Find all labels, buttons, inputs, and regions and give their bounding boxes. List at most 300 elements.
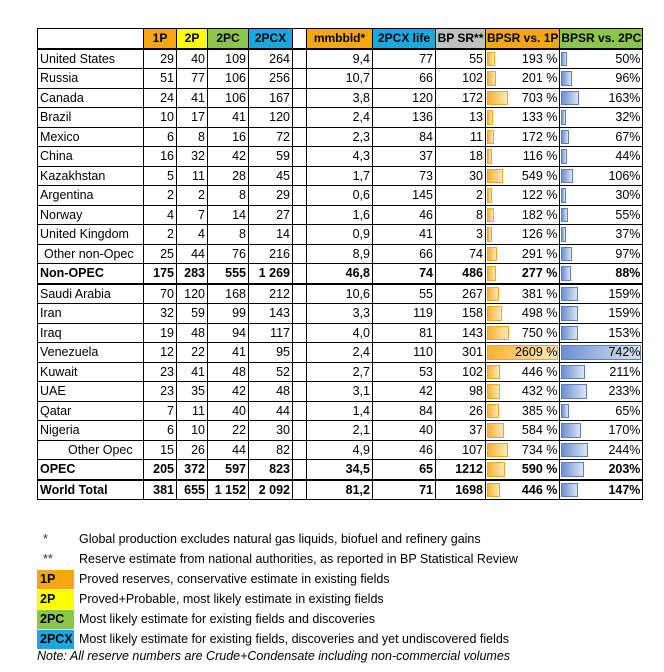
cell-p2cx: 27 [249,205,293,225]
cell-p2: 372 [177,460,208,480]
legend-key-swatch: 2PC [37,610,74,629]
cell-bpsr-vs-1p [486,205,560,225]
cell-2pcx-life: 41 [373,225,436,245]
cell-mmbbld: 2,3 [307,127,373,147]
cell-p2cx: 45 [249,166,293,186]
cell-bpsr-vs-2pc [560,166,643,186]
cell-p2: 2 [177,186,208,206]
cell-mmbbld: 3,1 [307,382,373,402]
cell-bpsr-vs-2pc [560,186,643,206]
data-bar-orange [487,266,496,281]
legend-item [37,609,518,629]
data-bar-orange [487,462,505,477]
table-row [38,49,643,69]
bpsr-vs-1p-value: 116 % [522,149,558,164]
cell-bpsr-vs-1p [486,382,560,402]
cell-bpsr-vs-1p [486,166,560,186]
cell-gap [293,362,307,382]
cell-gap [293,127,307,147]
cell-mmbbld: 1,6 [307,205,373,225]
data-bar-orange [487,483,500,498]
cell-p2c: 109 [208,49,249,69]
cell-mmbbld: 2,7 [307,362,373,382]
data-bar-orange [487,227,492,242]
cell-bp-sr: 2 [436,186,486,206]
cell-mmbbld: 3,3 [307,304,373,324]
cell-bpsr-vs-2pc [560,69,643,89]
bpsr-vs-2pc-value: 203% [608,462,641,477]
cell-bpsr-vs-1p [486,108,560,128]
cell-p2: 35 [177,382,208,402]
cell-p2: 283 [177,264,208,284]
cell-bpsr-vs-1p [486,69,560,89]
cell-p2c: 48 [208,362,249,382]
cell-p1: 6 [144,421,177,441]
cell-p2c: 28 [208,166,249,186]
cell-bpsr-vs-2pc [560,460,643,480]
legend [37,529,518,649]
cell-p2cx: 143 [249,304,293,324]
legend-description: Global production excludes natural gas liquids, biofuel and refinery gains [79,532,481,546]
cell-p2cx: 167 [249,88,293,108]
cell-gap [293,460,307,480]
cell-bpsr-vs-2pc [560,49,643,69]
cell-2pcx-life: 81 [373,323,436,343]
legend-item [37,549,518,569]
table-row [38,460,643,480]
legend-key-swatch: 1P [37,570,74,589]
cell-p2: 40 [177,49,208,69]
cell-bpsr-vs-1p [486,343,560,363]
cell-bpsr-vs-2pc [560,127,643,147]
cell-p2cx: 48 [249,382,293,402]
cell-bp-sr: 486 [436,264,486,284]
cell-p2c: 99 [208,304,249,324]
data-bar-orange [487,365,500,380]
cell-p1: 24 [144,88,177,108]
cell-2pcx-life: 40 [373,421,436,441]
cell-p2: 11 [177,166,208,186]
bpsr-vs-2pc-value: 159% [608,286,641,301]
bpsr-vs-1p-value: 122 % [521,188,558,203]
data-bar-orange [487,169,503,184]
legend-description: Most likely estimate for existing fields and discoveries [79,612,375,626]
data-bar-blue [561,71,572,86]
data-bar-orange [487,404,499,419]
cell-p2: 7 [177,205,208,225]
cell-bp-sr: 143 [436,323,486,343]
table-row [38,382,643,402]
country-name: Other non-Opec [38,244,144,264]
table-row [38,186,643,206]
country-name: Non-OPEC [38,264,144,284]
country-name: Iran [38,304,144,324]
bpsr-vs-1p-value: 381 % [521,286,558,301]
cell-bpsr-vs-1p [486,323,560,343]
cell-p1: 29 [144,49,177,69]
cell-p2c: 41 [208,343,249,363]
table-row [38,362,643,382]
header-label [38,29,144,49]
header-2pc: 2PC [208,29,249,49]
cell-bp-sr: 107 [436,440,486,460]
cell-2pcx-life: 74 [373,264,436,284]
table-row [38,147,643,167]
cell-p1: 10 [144,108,177,128]
data-bar-blue [561,149,567,164]
cell-bp-sr: 18 [436,147,486,167]
header-gap [293,29,307,49]
data-bar-blue [561,462,584,477]
cell-2pcx-life: 55 [373,284,436,304]
cell-p1: 32 [144,304,177,324]
bpsr-vs-1p-value: 734 % [521,442,558,457]
data-bar-blue [561,443,588,458]
cell-gap [293,421,307,441]
bpsr-vs-2pc-value: 163% [608,90,641,105]
cell-p2c: 22 [208,421,249,441]
cell-2pcx-life: 66 [373,244,436,264]
header-1p: 1P [144,29,177,49]
cell-p2c: 14 [208,205,249,225]
bpsr-vs-2pc-value: 159% [608,306,641,321]
cell-p2: 4 [177,225,208,245]
bpsr-vs-2pc-value: 244% [608,442,641,457]
data-bar-orange [487,130,494,145]
cell-p2c: 106 [208,88,249,108]
cell-mmbbld: 4,3 [307,147,373,167]
cell-gap [293,108,307,128]
cell-mmbbld: 1,7 [307,166,373,186]
data-bar-blue [561,287,578,302]
table-row [38,108,643,128]
country-name: Argentina [38,186,144,206]
table-row [38,480,643,500]
cell-p2c: 8 [208,225,249,245]
cell-gap [293,284,307,304]
table-row [38,69,643,89]
cell-2pcx-life: 46 [373,205,436,225]
cell-2pcx-life: 84 [373,127,436,147]
country-name: Brazil [38,108,144,128]
country-name: Iraq [38,323,144,343]
bpsr-vs-1p-value: 193 % [521,51,558,66]
country-name: United States [38,49,144,69]
cell-bp-sr: 158 [436,304,486,324]
header-bp-sr: BP SR** [436,29,486,49]
data-bar-orange [487,306,502,321]
table-row [38,225,643,245]
cell-mmbbld: 4,9 [307,440,373,460]
table-row [38,166,643,186]
cell-bp-sr: 30 [436,166,486,186]
data-bar-orange [487,423,504,438]
data-bar-blue [561,110,566,125]
cell-bpsr-vs-1p [486,88,560,108]
cell-p2c: 168 [208,284,249,304]
cell-bpsr-vs-1p [486,147,560,167]
data-bar-orange [487,208,494,223]
header-2pcx-life: 2PCX life [373,29,436,49]
cell-mmbbld: 34,5 [307,460,373,480]
cell-p2cx: 120 [249,108,293,128]
cell-mmbbld: 9,4 [307,49,373,69]
cell-p2c: 76 [208,244,249,264]
bpsr-vs-1p-value: 182 % [521,207,558,222]
cell-p2: 41 [177,362,208,382]
bpsr-vs-1p-value: 291 % [521,246,558,261]
cell-mmbbld: 10,7 [307,69,373,89]
cell-p1: 15 [144,440,177,460]
country-name: United Kingdom [38,225,144,245]
cell-p1: 2 [144,186,177,206]
cell-p2cx: 52 [249,362,293,382]
cell-p2: 22 [177,343,208,363]
header-row [38,29,643,49]
legend-key-swatch: 2P [37,590,74,609]
data-bar-blue [561,384,587,399]
bpsr-vs-2pc-value: 30% [615,188,641,203]
cell-gap [293,401,307,421]
table-row [38,440,643,460]
country-name: Other Opec [38,440,144,460]
table-row [38,127,643,147]
cell-bpsr-vs-2pc [560,205,643,225]
cell-gap [293,264,307,284]
bpsr-vs-2pc-value: 88% [615,266,641,281]
cell-p2cx: 117 [249,323,293,343]
cell-p1: 5 [144,166,177,186]
data-bar-blue [561,227,566,242]
cell-p2cx: 59 [249,147,293,167]
cell-p1: 205 [144,460,177,480]
cell-bpsr-vs-2pc [560,264,643,284]
country-name: Venezuela [38,343,144,363]
cell-2pcx-life: 46 [373,440,436,460]
footnote-note: Note: All reserve numbers are Crude+Condensate including non-commercial volumes [37,649,511,663]
cell-p2c: 8 [208,186,249,206]
data-bar-blue [561,247,572,262]
legend-description: Most likely estimate for existing fields, discoveries and yet undiscovered fields [79,632,510,646]
cell-p2cx: 1 269 [249,264,293,284]
data-bar-blue [561,266,571,281]
cell-2pcx-life: 110 [373,343,436,363]
cell-bpsr-vs-2pc [560,480,643,500]
cell-bp-sr: 8 [436,205,486,225]
cell-bpsr-vs-2pc [560,147,643,167]
legend-item [37,569,518,589]
cell-bpsr-vs-2pc [560,401,643,421]
cell-p2: 26 [177,440,208,460]
cell-p2: 44 [177,244,208,264]
data-bar-orange [487,110,493,125]
cell-2pcx-life: 77 [373,49,436,69]
cell-2pcx-life: 136 [373,108,436,128]
table-row [38,264,643,284]
cell-bpsr-vs-1p [486,49,560,69]
cell-p2: 32 [177,147,208,167]
cell-p2: 11 [177,401,208,421]
cell-p2cx: 212 [249,284,293,304]
legend-description: Proved reserves, conservative estimate in existing fields [79,572,390,586]
bpsr-vs-1p-value: 584 % [521,423,558,438]
cell-mmbbld: 10,6 [307,284,373,304]
bpsr-vs-2pc-value: 233% [608,384,641,399]
cell-p2c: 42 [208,382,249,402]
data-bar-orange [487,71,496,86]
data-bar-orange [487,149,492,164]
table-row [38,284,643,304]
data-bar-blue [561,188,566,203]
cell-2pcx-life: 73 [373,166,436,186]
cell-p2: 8 [177,127,208,147]
cell-bpsr-vs-2pc [560,440,643,460]
cell-p2cx: 44 [249,401,293,421]
cell-p2cx: 14 [249,225,293,245]
cell-gap [293,440,307,460]
cell-p1: 51 [144,69,177,89]
country-name: Canada [38,88,144,108]
bpsr-vs-2pc-value: 37% [615,227,641,242]
cell-p2: 59 [177,304,208,324]
bpsr-vs-1p-value: 432 % [521,384,558,399]
cell-2pcx-life: 145 [373,186,436,206]
cell-gap [293,49,307,69]
country-name: Kazakhstan [38,166,144,186]
cell-p1: 175 [144,264,177,284]
cell-bp-sr: 1212 [436,460,486,480]
country-name: Saudi Arabia [38,284,144,304]
cell-mmbbld: 2,1 [307,421,373,441]
cell-gap [293,186,307,206]
cell-p2c: 40 [208,401,249,421]
bpsr-vs-1p-value: 590 % [521,462,558,477]
cell-bp-sr: 1698 [436,480,486,500]
bpsr-vs-1p-value: 446 % [521,482,558,497]
country-name: Kuwait [38,362,144,382]
cell-p2: 41 [177,88,208,108]
data-bar-blue [561,326,578,341]
bpsr-vs-1p-value: 201 % [521,71,558,86]
cell-p2cx: 30 [249,421,293,441]
country-name: UAE [38,382,144,402]
header-bpsr-vs-2pc: BPSR vs. 2PC [560,29,643,49]
cell-mmbbld: 46,8 [307,264,373,284]
legend-key-swatch: 2PCX [37,630,74,649]
cell-p1: 19 [144,323,177,343]
table-row [38,205,643,225]
cell-p2: 48 [177,323,208,343]
cell-bpsr-vs-1p [486,127,560,147]
cell-2pcx-life: 84 [373,401,436,421]
data-bar-orange [487,188,492,203]
cell-bp-sr: 172 [436,88,486,108]
bpsr-vs-1p-value: 126 % [521,227,558,242]
country-name: Mexico [38,127,144,147]
cell-mmbbld: 4,0 [307,323,373,343]
bpsr-vs-1p-value: 172 % [521,129,558,144]
legend-key-swatch: * [43,531,48,546]
cell-mmbbld: 2,4 [307,108,373,128]
data-bar-orange [487,91,508,106]
bpsr-vs-2pc-value: 147% [608,482,641,497]
cell-bp-sr: 37 [436,421,486,441]
data-bar-orange [487,443,508,458]
table-row [38,401,643,421]
cell-p1: 6 [144,127,177,147]
data-bar-orange [487,384,500,399]
cell-bpsr-vs-1p [486,460,560,480]
cell-bpsr-vs-1p [486,304,560,324]
bpsr-vs-2pc-value: 44% [615,149,641,164]
cell-p2: 655 [177,480,208,500]
bpsr-vs-2pc-value: 32% [615,110,641,125]
cell-bp-sr: 102 [436,69,486,89]
bpsr-vs-2pc-value: 55% [615,207,641,222]
bpsr-vs-2pc-value: 65% [615,403,641,418]
cell-bpsr-vs-2pc [560,244,643,264]
cell-bpsr-vs-2pc [560,362,643,382]
cell-gap [293,69,307,89]
cell-2pcx-life: 37 [373,147,436,167]
bpsr-vs-2pc-value: 153% [608,325,641,340]
data-bar-blue [561,130,569,145]
cell-bp-sr: 267 [436,284,486,304]
country-name: Norway [38,205,144,225]
country-name: OPEC [38,460,144,480]
cell-p2: 120 [177,284,208,304]
cell-bpsr-vs-1p [486,421,560,441]
data-bar-blue [561,208,568,223]
cell-p1: 16 [144,147,177,167]
data-bar-blue [561,169,573,184]
cell-2pcx-life: 42 [373,382,436,402]
cell-mmbbld: 2,4 [307,343,373,363]
data-bar-blue [561,91,579,106]
cell-gap [293,323,307,343]
cell-2pcx-life: 53 [373,362,436,382]
cell-2pcx-life: 119 [373,304,436,324]
bpsr-vs-1p-value: 549 % [521,168,558,183]
cell-p1: 70 [144,284,177,304]
cell-bpsr-vs-2pc [560,284,643,304]
cell-p2c: 41 [208,108,249,128]
legend-item [37,529,518,549]
cell-p2cx: 29 [249,186,293,206]
bpsr-vs-2pc-value: 96% [615,71,641,86]
cell-bpsr-vs-1p [486,186,560,206]
cell-p1: 23 [144,362,177,382]
header-bpsr-vs-1p: BPSR vs. 1P [486,29,560,49]
cell-p2: 77 [177,69,208,89]
cell-p2c: 555 [208,264,249,284]
cell-bp-sr: 74 [436,244,486,264]
bpsr-vs-2pc-value: 67% [615,129,641,144]
cell-bp-sr: 11 [436,127,486,147]
data-bar-blue [561,365,585,380]
cell-p2c: 44 [208,440,249,460]
country-name: Russia [38,69,144,89]
cell-bpsr-vs-1p [486,362,560,382]
country-name: Nigeria [38,421,144,441]
cell-gap [293,343,307,363]
cell-bp-sr: 102 [436,362,486,382]
reserves-table [37,28,643,500]
header-2p: 2P [177,29,208,49]
data-bar-orange [487,287,499,302]
cell-p2cx: 256 [249,69,293,89]
cell-gap [293,480,307,500]
